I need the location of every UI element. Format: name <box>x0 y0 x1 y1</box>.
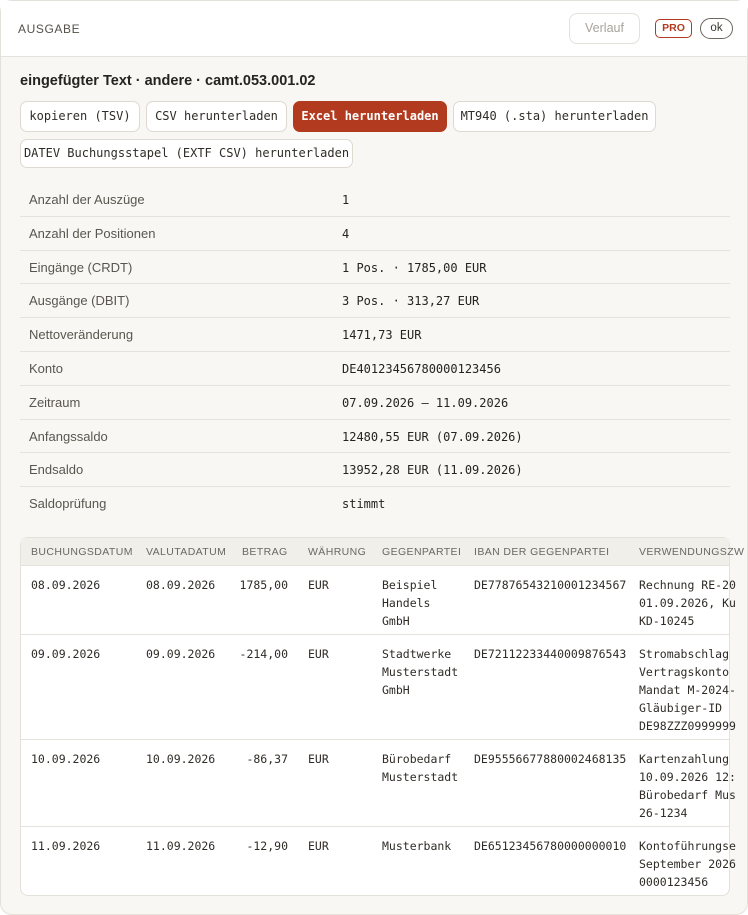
summary-value: 07.09.2026 – 11.09.2026 <box>342 395 509 410</box>
column-header-counterparty[interactable]: GEGENPARTEI <box>382 546 462 558</box>
cell-counterparty <box>382 645 458 699</box>
purpose-line: Kartenzahlung <box>639 752 730 766</box>
summary-row <box>20 352 730 386</box>
cell-currency: EUR <box>308 647 329 661</box>
csv-download-button[interactable]: CSV herunterladen <box>146 101 287 132</box>
cell-counterparty <box>382 750 458 786</box>
table-row <box>21 827 736 897</box>
summary-row <box>20 420 730 454</box>
purpose-line: DE98ZZZ0999999 <box>639 719 736 733</box>
summary-row <box>20 487 730 521</box>
summary-row <box>20 453 730 487</box>
cell-purpose <box>639 750 736 822</box>
cell-purpose <box>639 645 736 735</box>
summary-label: Anfangssaldo <box>29 428 108 444</box>
summary-value: 3 Pos. · 313,27 EUR <box>342 294 480 309</box>
purpose-line: Bürobedarf Mus <box>639 788 736 802</box>
counterparty-line: Musterstadt <box>382 770 459 784</box>
purpose-line: 01.09.2026, Ku <box>639 596 736 610</box>
cell-currency: EUR <box>308 752 329 766</box>
cell-iban: DE65123456780000000010 <box>474 839 627 853</box>
summary-label: Anzahl der Auszüge <box>29 192 145 207</box>
summary-label: Zeitraum <box>29 394 81 410</box>
excel-download-button[interactable]: Excel herunterladen <box>293 101 447 132</box>
cell-value-date: 10.09.2026 <box>146 752 216 766</box>
summary-label: Eingänge (CRDT) <box>29 259 133 275</box>
panel-title: AUSGABE <box>18 22 81 36</box>
transactions-table[interactable] <box>20 537 745 896</box>
counterparty-line: Musterstadt <box>382 665 459 679</box>
summary-value: DE40123456780000123456 <box>342 361 501 376</box>
summary-list <box>20 183 730 521</box>
cell-iban: DE72112233440009876543 <box>474 647 627 661</box>
cell-booking-date: 08.09.2026 <box>31 578 101 592</box>
pro-badge: PRO <box>655 19 692 38</box>
counterparty-line: GmbH <box>382 683 410 697</box>
column-header-booking-date[interactable]: BUCHUNGSDATUM <box>31 546 133 558</box>
cell-counterparty <box>382 576 437 630</box>
ok-button[interactable]: ok <box>700 18 733 39</box>
purpose-line: 0000123456 <box>639 875 709 889</box>
column-header-currency[interactable]: WÄHRUNG <box>308 546 367 558</box>
summary-value: 1471,73 EUR <box>342 328 422 343</box>
summary-label: Anzahl der Positionen <box>29 225 156 241</box>
cell-iban: DE95556677880002468135 <box>474 752 627 766</box>
summary-value: 4 <box>342 226 350 241</box>
summary-value: stimmt <box>342 497 386 512</box>
cell-amount: -214,00 <box>239 647 288 661</box>
counterparty-line: Beispiel <box>382 578 438 592</box>
purpose-line: Stromabschlag <box>639 647 730 661</box>
summary-row <box>20 251 730 285</box>
cell-iban: DE77876543210001234567 <box>474 578 627 592</box>
table-header <box>21 538 745 566</box>
cell-value-date: 09.09.2026 <box>146 647 216 661</box>
column-header-counterparty-iban[interactable]: IBAN DER GEGENPARTEI <box>474 546 610 558</box>
cell-purpose <box>639 837 736 891</box>
cell-purpose <box>639 576 736 630</box>
table-row <box>21 740 736 827</box>
section-title: eingefügter Text · andere · camt.053.001.02 <box>20 73 316 89</box>
column-header-purpose[interactable]: VERWENDUNGSZW <box>639 546 745 558</box>
summary-row <box>20 386 730 420</box>
cell-amount: -12,90 <box>246 839 288 853</box>
purpose-line: 26-1234 <box>639 806 688 820</box>
copy-tsv-button[interactable]: kopieren (TSV) <box>20 101 140 132</box>
purpose-line: Vertragskonto <box>639 665 730 679</box>
cell-currency: EUR <box>308 839 329 853</box>
mt940-download-button[interactable]: MT940 (.sta) herunterladen <box>453 101 656 132</box>
summary-value: 12480,55 EUR (07.09.2026) <box>342 429 523 444</box>
cell-booking-date: 09.09.2026 <box>31 647 101 661</box>
purpose-line: Rechnung RE-20 <box>639 578 736 592</box>
summary-label: Konto <box>29 360 63 376</box>
purpose-line: Mandat M-2024- <box>639 683 736 697</box>
purpose-line: Kontoführungse <box>639 839 736 853</box>
cell-value-date: 08.09.2026 <box>146 578 216 592</box>
cell-booking-date: 10.09.2026 <box>31 752 101 766</box>
table-row <box>21 566 736 635</box>
datev-download-button[interactable]: DATEV Buchungsstapel (EXTF CSV) herunterladen <box>20 139 353 168</box>
summary-value: 13952,28 EUR (11.09.2026) <box>342 463 523 478</box>
counterparty-line: Handels <box>382 596 431 610</box>
purpose-line: KD-10245 <box>639 614 695 628</box>
summary-row <box>20 217 730 251</box>
summary-value: 1 Pos. · 1785,00 EUR <box>342 260 487 275</box>
cell-amount: 1785,00 <box>239 578 288 592</box>
summary-value: 1 <box>342 193 350 207</box>
summary-row <box>20 318 730 352</box>
cell-value-date: 11.09.2026 <box>146 839 216 853</box>
panel-header <box>1 1 747 57</box>
history-button[interactable]: Verlauf <box>569 13 640 44</box>
column-header-value-date[interactable]: VALUTADATUM <box>146 546 227 558</box>
table-row <box>21 635 736 740</box>
purpose-line: 10.09.2026 12: <box>639 770 736 784</box>
purpose-line: September 2026 <box>639 857 736 871</box>
cell-counterparty <box>382 837 451 855</box>
summary-row <box>20 284 730 318</box>
summary-label: Endsaldo <box>29 462 84 478</box>
counterparty-line: Bürobedarf <box>382 752 452 766</box>
cell-currency: EUR <box>308 578 329 592</box>
counterparty-line: Stadtwerke <box>382 647 452 661</box>
counterparty-line: Musterbank <box>382 839 452 853</box>
summary-label: Saldoprüfung <box>29 496 107 512</box>
summary-label: Nettoveränderung <box>29 327 134 343</box>
cell-amount: -86,37 <box>246 752 288 766</box>
column-header-amount[interactable]: BETRAG <box>242 546 288 558</box>
summary-label: Ausgänge (DBIT) <box>29 293 130 309</box>
summary-row <box>20 183 730 217</box>
cell-booking-date: 11.09.2026 <box>31 839 101 853</box>
counterparty-line: GmbH <box>382 614 410 628</box>
purpose-line: Gläubiger-ID <box>639 701 723 715</box>
